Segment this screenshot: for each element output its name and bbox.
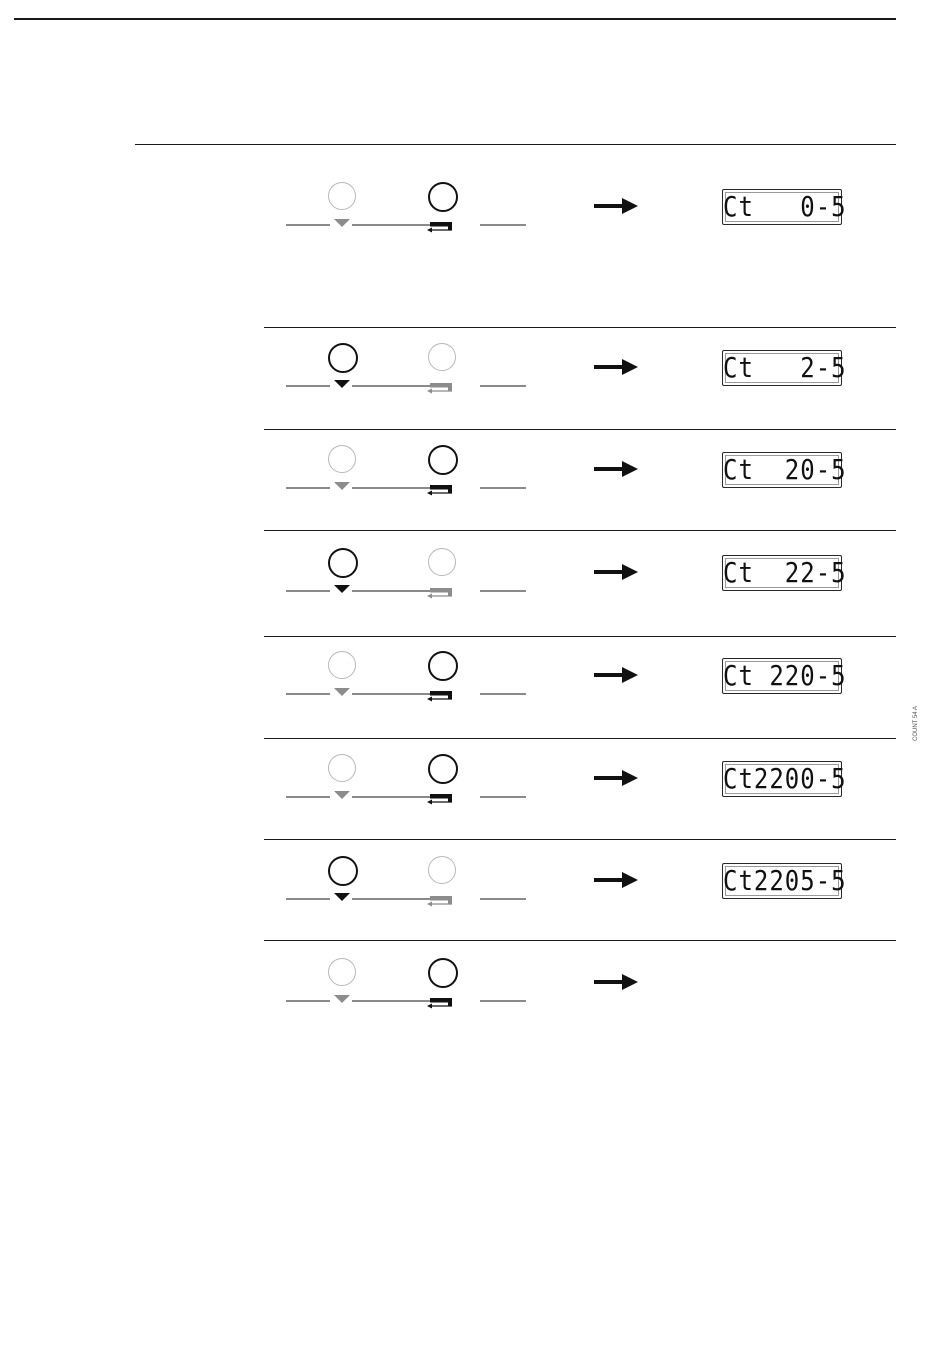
enter-key-button[interactable]: [428, 548, 456, 576]
down-key-button[interactable]: [328, 445, 356, 473]
enter-return-icon: [427, 379, 453, 391]
enter-return-icon: [427, 584, 453, 596]
row-divider: [264, 327, 896, 328]
step-row: [264, 638, 896, 738]
side-note: COUNT 54 A: [913, 706, 919, 741]
key-strip: [286, 169, 506, 239]
lcd-display: [722, 452, 847, 488]
enter-return-icon: [427, 892, 453, 904]
key-base-line: [352, 224, 430, 226]
key-strip: [286, 945, 506, 1015]
lcd-display: [722, 555, 847, 591]
key-strip: [286, 535, 506, 605]
right-arrow-icon: [594, 197, 638, 215]
lcd-display: [722, 658, 847, 694]
key-base-line: [480, 590, 526, 592]
down-triangle-icon: [334, 585, 350, 593]
key-strip: [286, 741, 506, 811]
enter-key[interactable]: [422, 945, 462, 1015]
right-arrow-icon: [594, 769, 638, 787]
lcd-readout: Ct 2-5: [723, 351, 847, 385]
enter-key[interactable]: [422, 169, 462, 239]
key-base-line: [352, 898, 430, 900]
down-triangle-icon: [334, 995, 350, 1003]
lcd-readout: Ct 22-5: [723, 556, 847, 590]
step-row: [264, 330, 896, 430]
step-row: [264, 432, 896, 532]
down-triangle-icon: [334, 688, 350, 696]
enter-key-button[interactable]: [428, 445, 458, 475]
key-base-line: [352, 385, 430, 387]
down-triangle-icon: [334, 791, 350, 799]
step-row: [264, 535, 896, 635]
lcd-readout: Ct 20-5: [723, 453, 847, 487]
key-base-line: [352, 487, 430, 489]
enter-key[interactable]: [422, 330, 462, 400]
down-triangle-icon: [334, 893, 350, 901]
lcd-readout: Ct 220-5: [723, 659, 847, 693]
key-strip: [286, 638, 506, 708]
key-base-line: [480, 224, 526, 226]
lcd-readout: Ct2205-5: [723, 864, 847, 898]
key-base-line: [352, 796, 430, 798]
down-key[interactable]: [322, 330, 362, 400]
down-key[interactable]: [322, 741, 362, 811]
row-divider: [264, 738, 896, 739]
key-strip: [286, 330, 506, 400]
top-rule: [14, 18, 896, 20]
down-key-button[interactable]: [328, 958, 356, 986]
key-strip: [286, 843, 506, 913]
down-key-button[interactable]: [328, 548, 358, 578]
down-key[interactable]: [322, 945, 362, 1015]
right-arrow-icon: [594, 666, 638, 684]
key-base-line: [480, 487, 526, 489]
lcd-readout: Ct2200-5: [723, 762, 847, 796]
lcd-display: [722, 761, 847, 797]
down-key-button[interactable]: [328, 343, 358, 373]
key-base-line: [480, 1000, 526, 1002]
enter-key[interactable]: [422, 741, 462, 811]
right-arrow-icon: [594, 563, 638, 581]
step-row: [264, 741, 896, 841]
lcd-readout: Ct 0-5: [723, 190, 847, 224]
enter-return-icon: [427, 218, 453, 230]
key-base-line: [480, 693, 526, 695]
down-triangle-icon: [334, 219, 350, 227]
lcd-display: [722, 350, 847, 386]
down-key-button[interactable]: [328, 651, 356, 679]
down-key[interactable]: [322, 169, 362, 239]
enter-key[interactable]: [422, 638, 462, 708]
enter-key-button[interactable]: [428, 651, 458, 681]
lcd-display: [722, 189, 847, 225]
right-arrow-icon: [594, 460, 638, 478]
enter-key[interactable]: [422, 432, 462, 502]
enter-key-button[interactable]: [428, 343, 456, 371]
row-divider: [264, 636, 896, 637]
right-arrow-icon: [594, 358, 638, 376]
down-triangle-icon: [334, 380, 350, 388]
key-base-line: [480, 898, 526, 900]
enter-key-button[interactable]: [428, 856, 456, 884]
step-row: [264, 945, 896, 1045]
enter-key-button[interactable]: [428, 958, 458, 988]
down-triangle-icon: [334, 482, 350, 490]
down-key-button[interactable]: [328, 182, 356, 210]
down-key-button[interactable]: [328, 856, 358, 886]
key-base-line: [480, 385, 526, 387]
section-rule: [135, 144, 896, 145]
enter-return-icon: [427, 994, 453, 1006]
key-base-line: [352, 590, 430, 592]
enter-key-button[interactable]: [428, 182, 458, 212]
key-base-line: [480, 796, 526, 798]
down-key[interactable]: [322, 638, 362, 708]
down-key[interactable]: [322, 432, 362, 502]
lcd-display: [722, 863, 847, 899]
enter-key[interactable]: [422, 535, 462, 605]
enter-key-button[interactable]: [428, 754, 458, 784]
down-key-button[interactable]: [328, 754, 356, 782]
step-row: [264, 169, 896, 269]
right-arrow-icon: [594, 871, 638, 889]
enter-return-icon: [427, 790, 453, 802]
enter-return-icon: [427, 687, 453, 699]
down-key[interactable]: [322, 535, 362, 605]
enter-return-icon: [427, 481, 453, 493]
key-base-line: [352, 1000, 430, 1002]
right-arrow-icon: [594, 973, 638, 991]
step-row: [264, 843, 896, 943]
down-key[interactable]: [322, 843, 362, 913]
enter-key[interactable]: [422, 843, 462, 913]
key-base-line: [352, 693, 430, 695]
key-strip: [286, 432, 506, 502]
